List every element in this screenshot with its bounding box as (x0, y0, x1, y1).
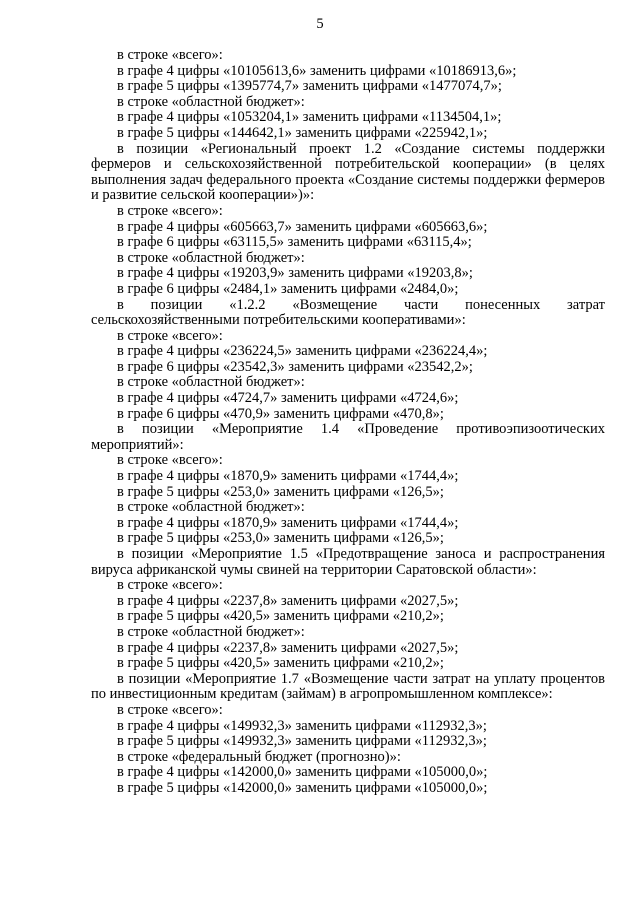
amendment-line: в графе 5 цифры «1395774,7» заменить цифрами «1477074,7»; (117, 78, 502, 95)
amendment-line: в графе 5 цифры «420,5» заменить цифрами «210,2»; (117, 655, 444, 672)
amendment-line: в строке «всего»: (117, 327, 223, 344)
amendment-line: в графе 5 цифры «144642,1» заменить цифрами «225942,1»; (117, 124, 488, 141)
position-paragraph: в позиции «Региональный проект 1.2 «Создание системы поддержки фермеров и сельскохозяйственной потребительской кооперации» (в целях выполнения задач федерального проекта «Создание системы поддержки фермеров и развитие сельской кооперации»)»: (91, 140, 605, 204)
amendment-line: в графе 4 цифры «1870,9» заменить цифрами «1744,4»; (117, 514, 459, 531)
amendment-line: в графе 4 цифры «10105613,6» заменить цифрами «10186913,6»; (117, 62, 517, 79)
amendment-line: в строке «всего»: (117, 452, 223, 469)
amendment-line: в строке «областной бюджет»: (117, 499, 305, 516)
amendment-line: в строке «областной бюджет»: (117, 249, 305, 266)
amendment-line: в графе 5 цифры «253,0» заменить цифрами «126,5»; (117, 483, 444, 500)
amendment-line: в графе 4 цифры «2237,8» заменить цифрами «2027,5»; (117, 639, 459, 656)
amendment-line: в строке «областной бюджет»: (117, 93, 305, 110)
amendment-line: в строке «федеральный бюджет (прогнозно)»: (117, 748, 401, 765)
amendment-line: в графе 4 цифры «1870,9» заменить цифрами «1744,4»; (117, 468, 459, 485)
amendment-line: в графе 6 цифры «23542,3» заменить цифрами «23542,2»; (117, 358, 473, 375)
amendment-line: в строке «всего»: (117, 577, 223, 594)
amendment-line: в графе 4 цифры «4724,7» заменить цифрами «4724,6»; (117, 390, 459, 407)
amendment-line: в графе 4 цифры «2237,8» заменить цифрами «2027,5»; (117, 592, 459, 609)
amendment-line: в графе 4 цифры «149932,3» заменить цифрами «112932,3»; (117, 717, 487, 734)
amendment-line: в графе 6 цифры «2484,1» заменить цифрами «2484,0»; (117, 280, 459, 297)
amendment-line: в графе 4 цифры «142000,0» заменить цифрами «105000,0»; (117, 764, 488, 781)
amendment-line: в графе 4 цифры «1053204,1» заменить цифрами «1134504,1»; (117, 109, 502, 126)
position-paragraph: в позиции «Мероприятие 1.7 «Возмещение части затрат на уплату процентов по инвестиционным кредитам (займам) в агропромышленном комплексе»: (91, 670, 605, 703)
amendment-line: в графе 6 цифры «470,9» заменить цифрами «470,8»; (117, 405, 444, 422)
amendment-line: в графе 5 цифры «253,0» заменить цифрами «126,5»; (117, 530, 444, 547)
page-number: 5 (316, 16, 324, 32)
amendment-line: в графе 5 цифры «420,5» заменить цифрами «210,2»; (117, 608, 444, 625)
amendment-line: в графе 6 цифры «63115,5» заменить цифрами «63115,4»; (117, 234, 472, 251)
position-paragraph: в позиции «Мероприятие 1.4 «Проведение противоэпизоотических мероприятий»: (91, 421, 605, 453)
amendment-line: в графе 4 цифры «236224,5» заменить цифрами «236224,4»; (117, 343, 488, 360)
amendment-line: в графе 5 цифры «142000,0» заменить цифрами «105000,0»; (117, 779, 488, 796)
document-body (91, 48, 605, 797)
amendment-line: в строке «областной бюджет»: (117, 623, 305, 640)
amendment-line: в строке «всего»: (117, 202, 223, 219)
amendment-line: в графе 5 цифры «149932,3» заменить цифрами «112932,3»; (117, 733, 487, 750)
amendment-line: в строке «всего»: (117, 47, 223, 63)
position-paragraph: в позиции «1.2.2 «Возмещение части понесенных затрат сельскохозяйственными потребительскими кооперативами»: (91, 296, 605, 329)
amendment-line: в графе 4 цифры «605663,7» заменить цифрами «605663,6»; (117, 218, 488, 235)
amendment-line: в графе 4 цифры «19203,9» заменить цифрами «19203,8»; (117, 265, 473, 282)
amendment-line: в строке «областной бюджет»: (117, 374, 305, 391)
position-paragraph: в позиции «Мероприятие 1.5 «Предотвращение заноса и распространения вируса африканской чумы свиней на территории Саратовской области»: (91, 546, 605, 578)
amendment-line: в строке «всего»: (117, 701, 223, 718)
